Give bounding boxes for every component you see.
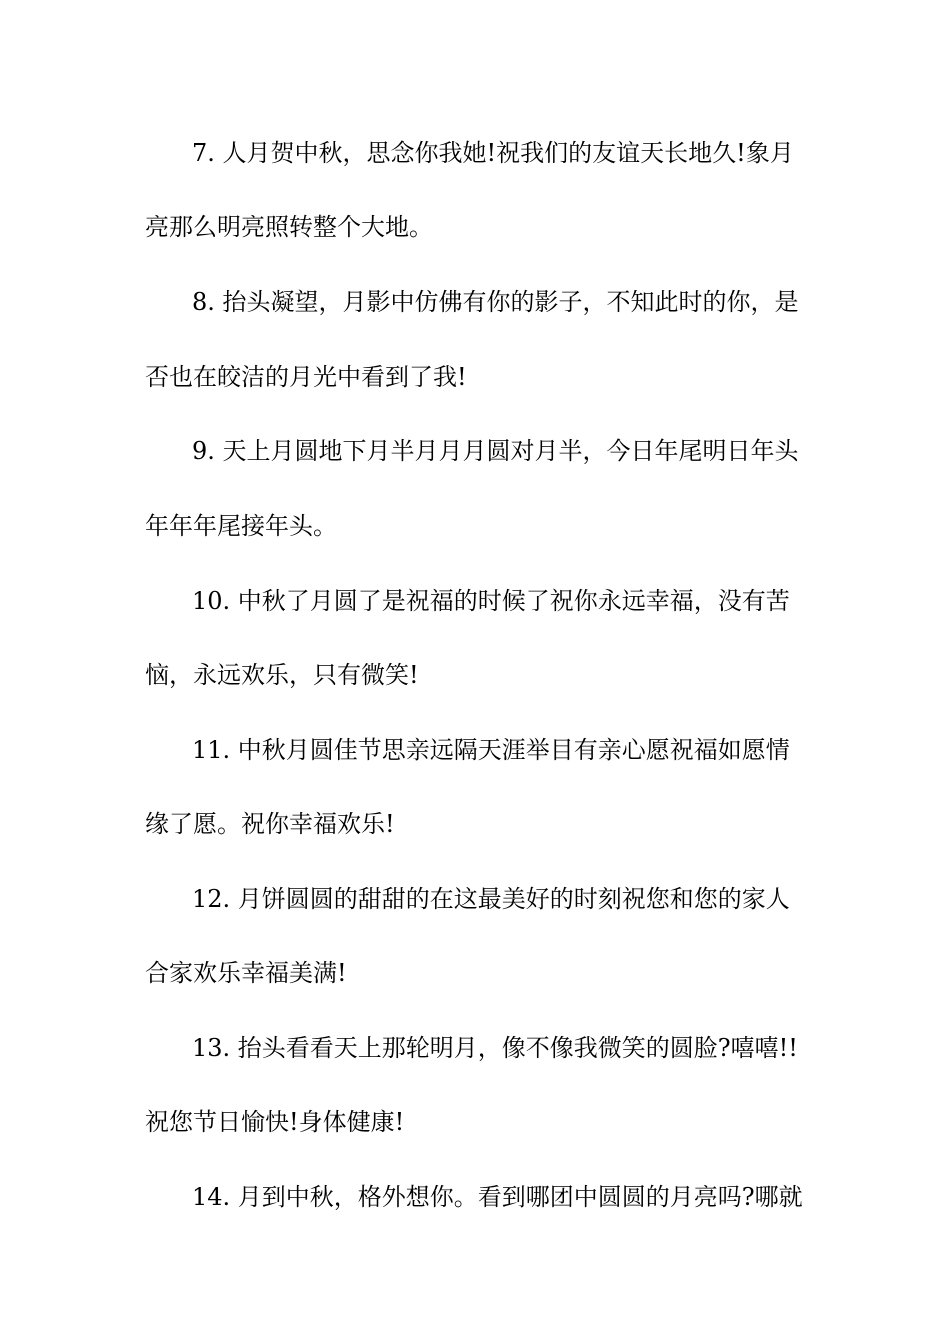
paragraph-13-line-2: 祝您节日愉快!身体健康!: [145, 1108, 405, 1136]
paragraph-10-line-2: 恼，永远欢乐，只有微笑!: [145, 661, 419, 689]
paragraph-11-line-2: 缘了愿。祝你幸福欢乐!: [145, 810, 395, 838]
paragraph-7-line-1: 7. 人月贺中秋，思念你我她!祝我们的友谊天长地久!象月: [192, 139, 794, 167]
paragraph-8-line-1: 8. 抬头凝望，月影中仿佛有你的影子，不知此时的你，是: [192, 288, 799, 316]
paragraph-13-line-1: 13. 抬头看看天上那轮明月，像不像我微笑的圆脸?嘻嘻!!: [192, 1034, 798, 1062]
paragraph-9-line-1: 9. 天上月圆地下月半月月月圆对月半，今日年尾明日年头: [192, 437, 799, 465]
paragraph-12-line-2: 合家欢乐幸福美满!: [145, 959, 347, 987]
paragraph-7-line-2: 亮那么明亮照转整个大地。: [145, 213, 433, 241]
paragraph-14-line-1: 14. 月到中秋，格外想你。看到哪团中圆圆的月亮吗?哪就: [192, 1183, 803, 1211]
paragraph-8-line-2: 否也在皎洁的月光中看到了我!: [145, 363, 467, 391]
paragraph-12-line-1: 12. 月饼圆圆的甜甜的在这最美好的时刻祝您和您的家人: [192, 885, 790, 913]
paragraph-9-line-2: 年年年尾接年头。: [145, 512, 337, 540]
paragraph-10-line-1: 10. 中秋了月圆了是祝福的时候了祝你永远幸福，没有苦: [192, 587, 790, 615]
paragraph-11-line-1: 11. 中秋月圆佳节思亲远隔天涯举目有亲心愿祝福如愿情: [192, 736, 790, 764]
